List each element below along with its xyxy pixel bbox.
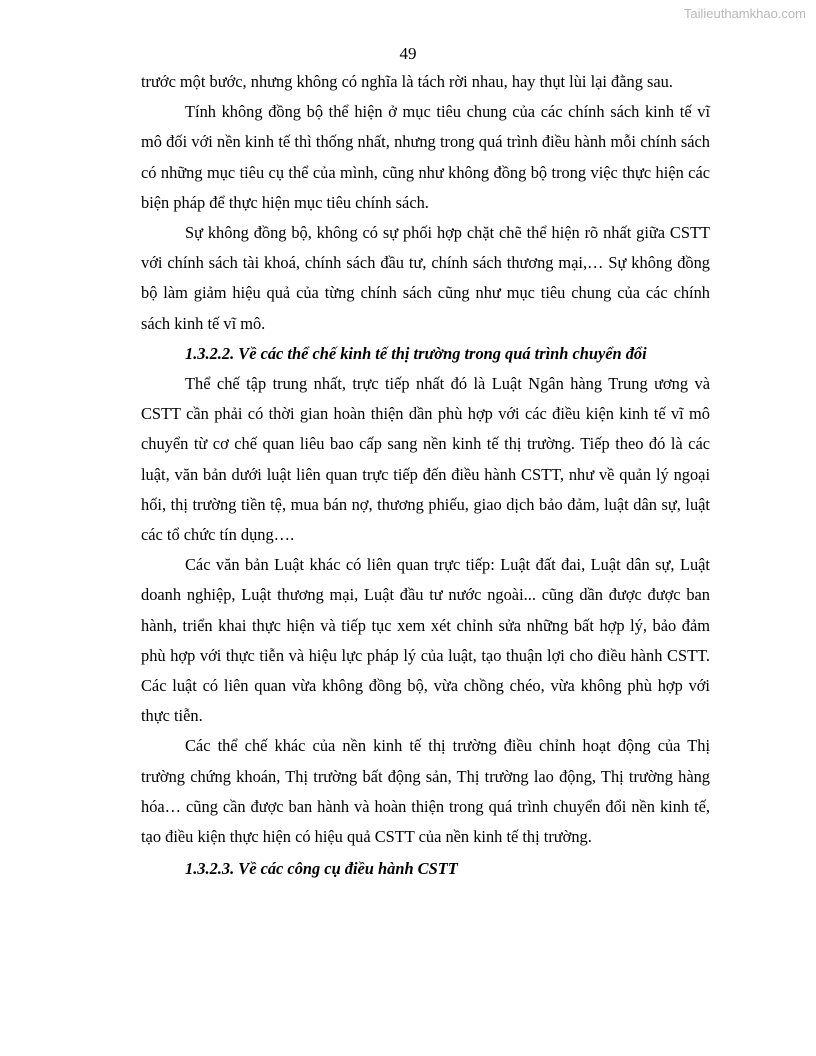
page-number: 49 [399, 44, 417, 63]
paragraph-coordination: Sự không đồng bộ, không có sự phối hợp chặt chẽ thể hiện rõ nhất giữa CSTT với chính sách tài khoá, chính sách đầu tư, chính sách thương mại,… Sự không đồng bộ làm giảm hiệu quả của từng chính sách cũng như mục tiêu chung của các chính sách kinh tế vĩ mô. [141, 223, 710, 333]
document-body [141, 67, 710, 884]
paragraph-other-laws: Các văn bản Luật khác có liên quan trực tiếp: Luật đất đai, Luật dân sự, Luật doanh nghiệp, Luật thương mại, Luật đầu tư nước ngoài... cũng dần được được ban hành, triển khai thực hiện và tiếp tục xem xét chỉnh sửa những bất hợp lý, bảo đảm phù hợp với thực tiễn và hiệu lực pháp lý của luật, tạo thuận lợi cho điều hành CSTT. Các luật có liên quan vừa không đồng bộ, vừa chồng chéo, vừa không phù hợp với thực tiễn. [141, 555, 710, 726]
paragraph-continuation: trước một bước, nhưng không có nghĩa là tách rời nhau, hay thụt lùi lại đằng sau. [141, 72, 673, 91]
paragraph-non-synchrony: Tính không đồng bộ thể hiện ở mục tiêu chung của các chính sách kinh tế vĩ mô đối với nền kinh tế thì thống nhất, nhưng trong quá trình điều hành mỗi chính sách có những mục tiêu cụ thể của mình, cũng như không đồng bộ trong việc thực hiện các biện pháp để thực hiện mục tiêu chính sách. [141, 102, 710, 212]
paragraph-central-bank-law: Thể chế tập trung nhất, trực tiếp nhất đó là Luật Ngân hàng Trung ương và CSTT cần phải có thời gian hoàn thiện dần phù hợp với các điều kiện kinh tế vĩ mô chuyển từ cơ chế quan liêu bao cấp sang nền kinh tế thị trường. Tiếp theo đó là các luật, văn bản dưới luật liên quan trực tiếp đến điều hành CSTT, như về quản lý ngoại hối, thị trường tiền tệ, mua bán nợ, thương phiếu, giao dịch bảo đảm, luật dân sự, luật các tổ chức tín dụng…. [141, 374, 710, 545]
paragraph-other-institutions: Các thể chế khác của nền kinh tế thị trường điều chỉnh hoạt động của Thị trường chứng khoán, Thị trường bất động sản, Thị trường lao động, Thị trường hàng hóa… cũng cần được ban hành và hoàn thiện trong quá trình chuyển đổi nền kinh tế, tạo điều kiện thực hiện có hiệu quả CSTT của nền kinh tế thị trường. [141, 736, 710, 847]
section-heading-market-institutions: 1.3.2.2. Về các thể chế kinh tế thị trường trong quá trình chuyển đổi [185, 343, 647, 363]
section-heading-policy-tools: 1.3.2.3. Về các công cụ điều hành CSTT [185, 859, 458, 879]
site-watermark: Tailieuthamkhao.com [683, 6, 806, 21]
